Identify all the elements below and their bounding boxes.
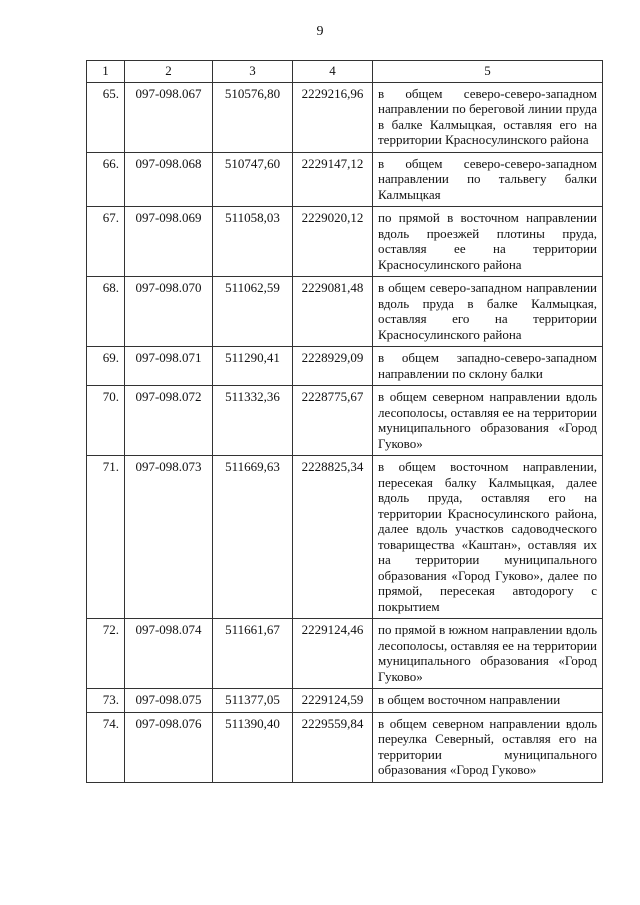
- y-coordinate-cell: 2229124,59: [293, 689, 373, 713]
- x-coordinate-cell: 511390,40: [213, 712, 293, 782]
- row-number-cell: 72.: [87, 619, 125, 689]
- table-body: [87, 82, 603, 782]
- table-row: [87, 152, 603, 207]
- point-code-cell: 097-098.069: [125, 207, 213, 277]
- table-row: [87, 207, 603, 277]
- table-row: [87, 456, 603, 619]
- y-coordinate-cell: 2229559,84: [293, 712, 373, 782]
- x-coordinate-cell: 511661,67: [213, 619, 293, 689]
- table-row: [87, 82, 603, 152]
- x-coordinate-cell: 511377,05: [213, 689, 293, 713]
- description-cell: в общем северном направлении вдоль лесополосы, оставляя ее на территории муниципального образования «Город Гуково»: [373, 386, 603, 456]
- description-cell: в общем северо-западном направлении вдоль пруда в балке Калмыцкая, оставляя его на территории Красносулинского района: [373, 277, 603, 347]
- x-coordinate-cell: 511332,36: [213, 386, 293, 456]
- y-coordinate-cell: 2228929,09: [293, 347, 373, 386]
- x-coordinate-cell: 511058,03: [213, 207, 293, 277]
- y-coordinate-cell: 2229020,12: [293, 207, 373, 277]
- point-code-cell: 097-098.068: [125, 152, 213, 207]
- point-code-cell: 097-098.075: [125, 689, 213, 713]
- table-row: [87, 347, 603, 386]
- column-header: 5: [373, 61, 603, 83]
- point-code-cell: 097-098.076: [125, 712, 213, 782]
- table-row: [87, 277, 603, 347]
- y-coordinate-cell: 2229124,46: [293, 619, 373, 689]
- y-coordinate-cell: 2229081,48: [293, 277, 373, 347]
- point-code-cell: 097-098.072: [125, 386, 213, 456]
- table-row: [87, 689, 603, 713]
- row-number-cell: 71.: [87, 456, 125, 619]
- row-number-cell: 69.: [87, 347, 125, 386]
- y-coordinate-cell: 2228775,67: [293, 386, 373, 456]
- description-cell: по прямой в южном направлении вдоль лесополосы, оставляя ее на территории муниципального образования «Город Гуково»: [373, 619, 603, 689]
- point-code-cell: 097-098.071: [125, 347, 213, 386]
- row-number-cell: 67.: [87, 207, 125, 277]
- y-coordinate-cell: 2229147,12: [293, 152, 373, 207]
- x-coordinate-cell: 511290,41: [213, 347, 293, 386]
- table-row: [87, 619, 603, 689]
- description-cell: в общем восточном направлении: [373, 689, 603, 713]
- point-code-cell: 097-098.073: [125, 456, 213, 619]
- x-coordinate-cell: 510576,80: [213, 82, 293, 152]
- row-number-cell: 65.: [87, 82, 125, 152]
- table-row: [87, 712, 603, 782]
- row-number-cell: 70.: [87, 386, 125, 456]
- column-header: 2: [125, 61, 213, 83]
- description-cell: в общем северо-северо-западном направлении по береговой линии пруда в балке Калмыцкая, оставляя его на территории Красносулинского района: [373, 82, 603, 152]
- row-number-cell: 73.: [87, 689, 125, 713]
- x-coordinate-cell: 510747,60: [213, 152, 293, 207]
- row-number-cell: 74.: [87, 712, 125, 782]
- row-number-cell: 66.: [87, 152, 125, 207]
- x-coordinate-cell: 511669,63: [213, 456, 293, 619]
- y-coordinate-cell: 2228825,34: [293, 456, 373, 619]
- y-coordinate-cell: 2229216,96: [293, 82, 373, 152]
- x-coordinate-cell: 511062,59: [213, 277, 293, 347]
- column-header: 3: [213, 61, 293, 83]
- boundary-table: [86, 60, 603, 783]
- description-cell: в общем северо-северо-западном направлении по тальвегу балки Калмыцкая: [373, 152, 603, 207]
- description-cell: в общем восточном направлении, пересекая балку Калмыцкая, далее вдоль пруда, оставляя его на территории Красносулинского района, далее вдоль участков садоводческого товарищества «Каштан», оставляя их на территории муниципального образования «Город Гуково», далее по прямой, пересекая автодорогу с покрытием: [373, 456, 603, 619]
- row-number-cell: 68.: [87, 277, 125, 347]
- description-cell: по прямой в восточном направлении вдоль проезжей плотины пруда, оставляя ее на территории Красносулинского района: [373, 207, 603, 277]
- column-header: 4: [293, 61, 373, 83]
- point-code-cell: 097-098.074: [125, 619, 213, 689]
- page-number: 9: [316, 24, 324, 39]
- point-code-cell: 097-098.070: [125, 277, 213, 347]
- table-header-row: [87, 61, 603, 83]
- column-header: 1: [87, 61, 125, 83]
- description-cell: в общем западно-северо-западном направлении по склону балки: [373, 347, 603, 386]
- description-cell: в общем северном направлении вдоль переулка Северный, оставляя его на территории муниципального образования «Город Гуково»: [373, 712, 603, 782]
- table-row: [87, 386, 603, 456]
- point-code-cell: 097-098.067: [125, 82, 213, 152]
